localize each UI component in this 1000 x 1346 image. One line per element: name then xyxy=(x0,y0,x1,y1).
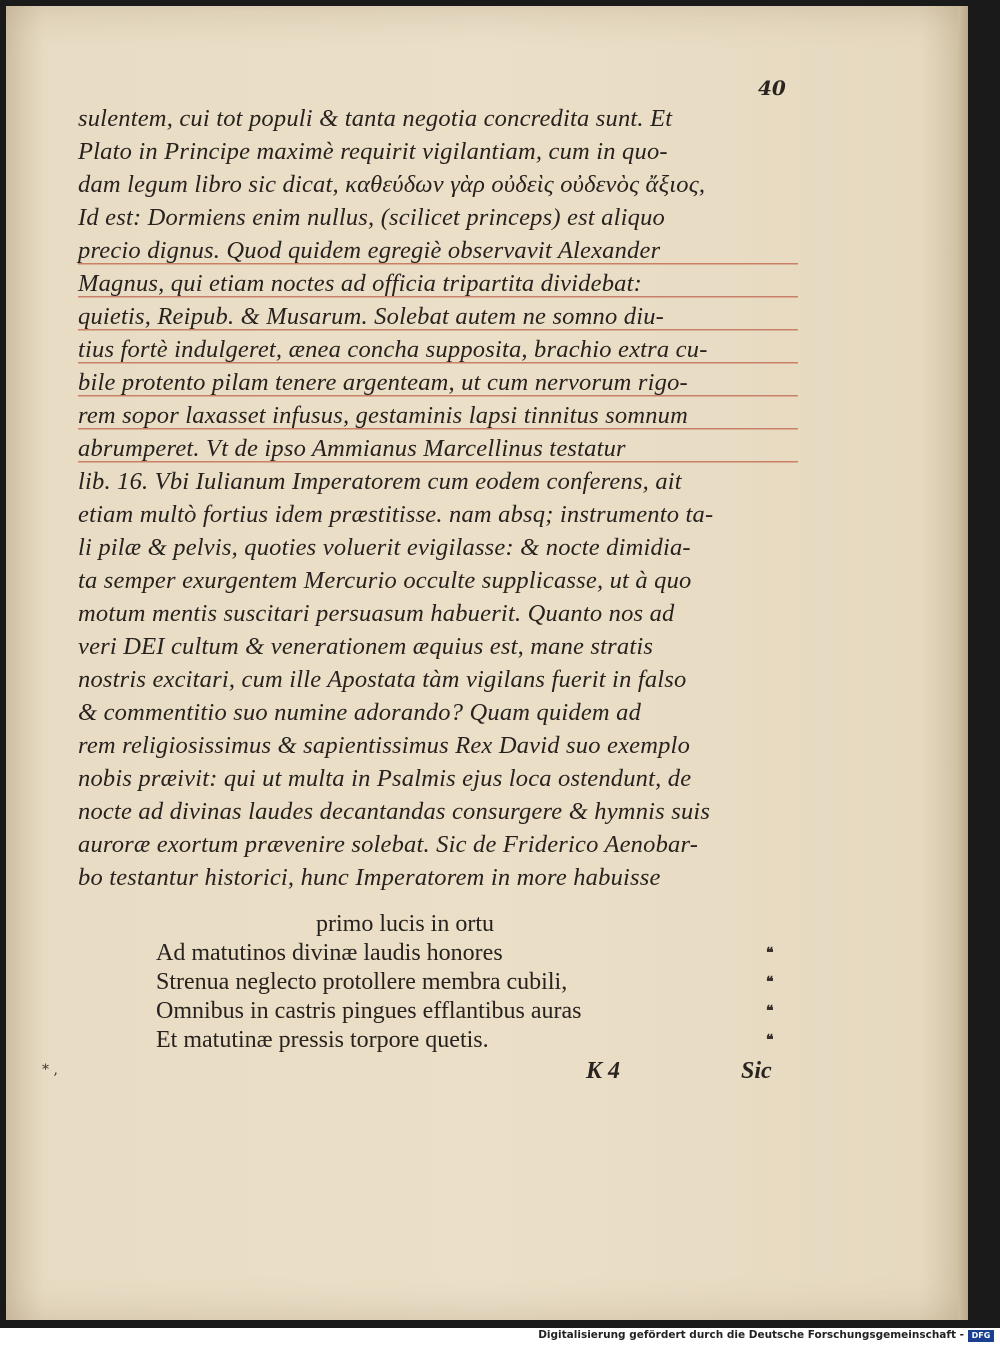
verse-text: Strenua neglecto protollere membra cubili, xyxy=(156,969,568,995)
verse-line xyxy=(156,1026,796,1055)
credit-bar xyxy=(0,1328,1000,1346)
text-line: sulentem, cui tot populi & tanta negotia concredita sunt. Et xyxy=(78,105,673,132)
text-line: & commentitio suo numine adorando? Quam quidem ad xyxy=(78,699,642,726)
signature-mark: K 4 xyxy=(586,1058,621,1084)
text-line: Plato in Principe maximè requirit vigilantiam, cum in quo- xyxy=(78,138,668,165)
margin-mark: * , xyxy=(42,1062,58,1078)
text-line: quietis, Reipub. & Musarum. Solebat autem ne somno diu- xyxy=(78,300,798,333)
text-line: nocte ad divinas laudes decantandas consurgere & hymnis suis xyxy=(78,798,711,825)
credit-text: Digitalisierung gefördert durch die Deutsche Forschungsgemeinschaft - xyxy=(538,1329,964,1341)
verse-line xyxy=(156,939,796,968)
page-edge xyxy=(958,6,968,1320)
text-line: bo testantur historici, hunc Imperatorem in more habuisse xyxy=(78,864,661,891)
text-line: auroræ exortum prævenire solebat. Sic de Friderico Aenobar- xyxy=(78,831,699,858)
text-line: motum mentis suscitari persuasum habuerit. Quanto nos ad xyxy=(78,600,675,627)
verse-line xyxy=(156,968,796,997)
verse-text: Omnibus in castris pingues efflantibus auras xyxy=(156,998,582,1024)
verse-text: primo lucis in ortu xyxy=(316,911,494,937)
quote-mark: ❝ xyxy=(766,1004,774,1019)
text-line: Id est: Dormiens enim nullus, (scilicet princeps) est aliquo xyxy=(78,204,665,231)
text-line: veri DEI cultum & venerationem æquius est, mane stratis xyxy=(78,633,654,660)
text-line: rem religiosissimus & sapientissimus Rex David suo exemplo xyxy=(78,732,691,759)
page-footer xyxy=(6,1058,968,1098)
quote-mark: ❝ xyxy=(766,975,774,990)
text-line: dam legum libro sic dicat, καθεύδων γὰρ οὐδεὶς οὐδενὸς ἄξιος, xyxy=(78,171,706,198)
quote-mark: ❝ xyxy=(766,946,774,961)
book-page xyxy=(6,6,968,1320)
verse-text: Ad matutinos divinæ laudis honores xyxy=(156,940,503,966)
text-line: ta semper exurgentem Mercurio occulte supplicasse, ut à quo xyxy=(78,567,692,594)
text-line: precio dignus. Quod quidem egregiè observavit Alexander xyxy=(78,234,798,267)
text-line: li pilæ & pelvis, quoties voluerit evigilasse: & nocte dimidia- xyxy=(78,534,691,561)
verse-quotation xyxy=(156,910,796,1055)
text-line: etiam multò fortius idem præstitisse. nam absq; instrumento ta- xyxy=(78,501,714,528)
text-line: lib. 16. Vbi Iulianum Imperatorem cum eodem conferens, ait xyxy=(78,468,682,495)
text-line: bile protento pilam tenere argenteam, ut cum nervorum rigo- xyxy=(78,366,798,399)
dfg-logo: DFG xyxy=(968,1330,994,1342)
text-line: nobis præivit: qui ut multa in Psalmis ejus loca ostendunt, de xyxy=(78,765,692,792)
text-line: nostris excitari, cum ille Apostata tàm vigilans fuerit in falso xyxy=(78,666,687,693)
text-line: rem sopor laxasset infusus, gestaminis lapsi tinnitus somnum xyxy=(78,399,798,432)
verse-line xyxy=(156,997,796,1026)
text-line: tius fortè indulgeret, ænea concha supposita, brachio extra cu- xyxy=(78,333,798,366)
text-line: abrumperet. Vt de ipso Ammianus Marcellinus testatur xyxy=(78,432,798,465)
body-text xyxy=(78,102,798,894)
text-line: Magnus, qui etiam noctes ad officia tripartita dividebat: xyxy=(78,267,798,300)
quote-mark: ❝ xyxy=(766,1033,774,1048)
verse-text: Et matutinæ pressis torpore quetis. xyxy=(156,1027,489,1053)
catchword: Sic xyxy=(741,1058,772,1084)
page-number: 40 xyxy=(758,76,786,100)
verse-line xyxy=(156,910,796,939)
